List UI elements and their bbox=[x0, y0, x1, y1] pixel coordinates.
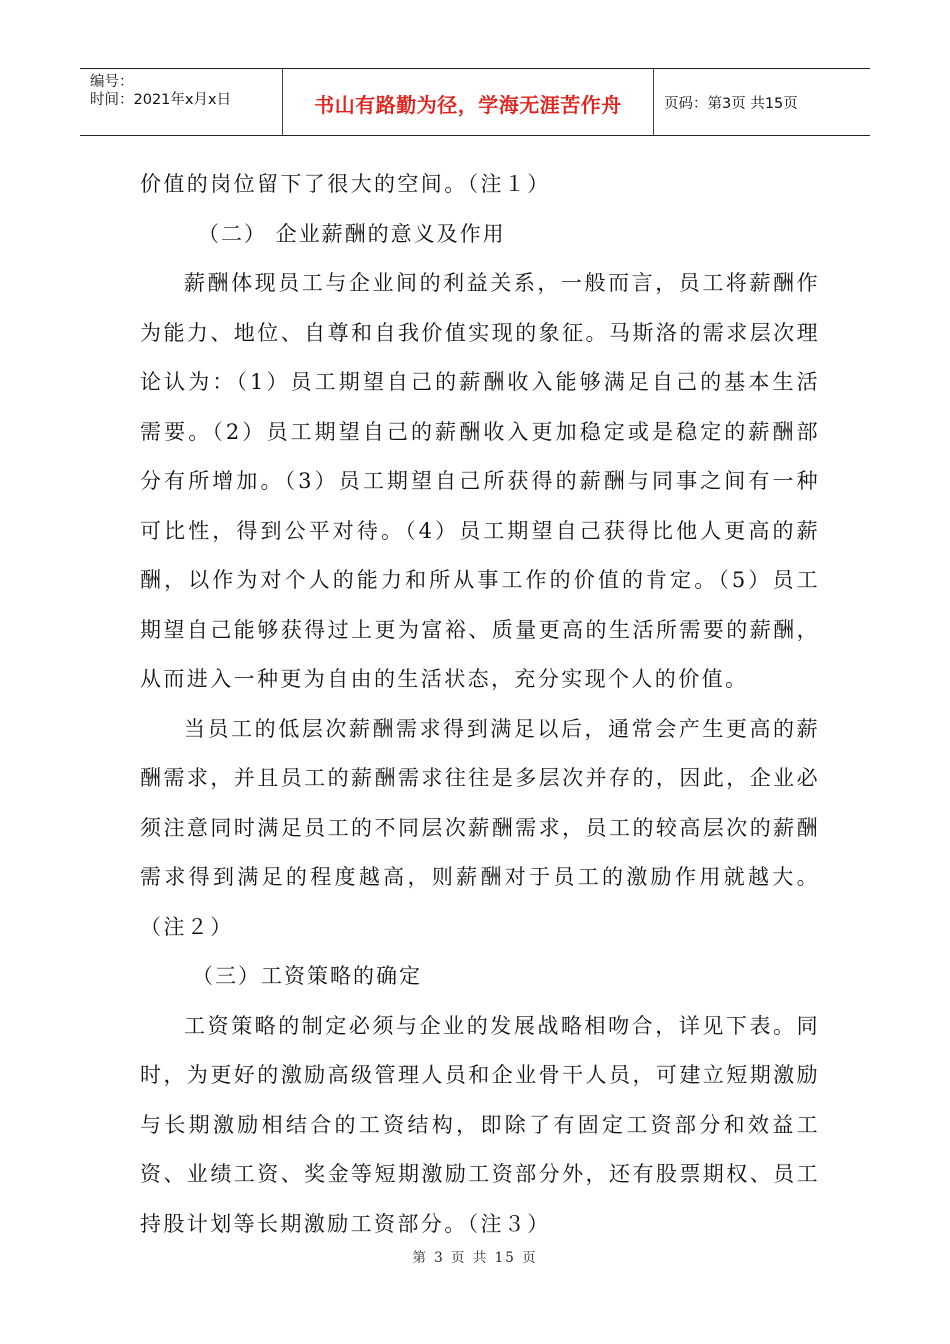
page-footer: 第 3 页 共 15 页 bbox=[412, 1250, 538, 1266]
header-page-info: 页码：第3页 共15页 bbox=[664, 95, 798, 112]
document-number-label: 编号： bbox=[90, 74, 134, 90]
paragraph-continuation: 价值的岗位留下了很大的空间。（注１） bbox=[140, 172, 551, 196]
document-date-label: 时间：2021年x月x日 bbox=[90, 92, 232, 108]
section-heading-2: （二） 企业薪酬的意义及作用 bbox=[198, 221, 506, 246]
header-motto-cell bbox=[283, 69, 654, 135]
document-header bbox=[80, 68, 870, 136]
paragraph-wage-strategy: 工资策略的制定必须与企业的发展战略相吻合，详见下表。同时，为更好的激励高级管理人员和企业骨干人员，可建立短期激励与长期激励相结合的工资结构，即除了有固定工资部分和效益工资、业绩工资、奖金等短期激励工资部分外，还有股票期权、员工持股计划等长期激励工资部分。（注３） bbox=[140, 1013, 820, 1236]
document-body bbox=[140, 160, 820, 1249]
paragraph-salary-needs: 薪酬体现员工与企业间的利益关系，一般而言，员工将薪酬作为能力、地位、自尊和自我价值实现的象征。马斯洛的需求层次理论认为：（1）员工期望自己的薪酬收入能够满足自己的基本生活需要。（2）员工期望自己的薪酬收入更加稳定或是稳定的薪酬部分有所增加。（3）员工期望自己所获得的薪酬与同事之间有一种可比性，得到公平对待。（4）员工期望自己获得比他人更高的薪酬，以作为对个人的能力和所从事工作的价值的肯定。（5）员工期望自己能够获得过上更为富裕、质量更高的生活所需要的薪酬，从而进入一种更为自由的生活状态，充分实现个人的价值。 bbox=[140, 271, 820, 691]
section-heading-3: （三）工资策略的确定 bbox=[192, 964, 422, 988]
header-meta-cell bbox=[80, 69, 283, 135]
paragraph-salary-motivation: 当员工的低层次薪酬需求得到满足以后，通常会产生更高的薪酬需求，并且员工的薪酬需求往往是多层次并存的，因此，企业必须注意同时满足员工的不同层次薪酬需求，员工的较高层次的薪酬需求得到满足的程度越高，则薪酬对于员工的激励作用就越大。（注２） bbox=[140, 716, 820, 939]
header-page-cell bbox=[654, 69, 870, 135]
header-motto: 书山有路勤为径，学海无涯苦作舟 bbox=[314, 92, 622, 117]
